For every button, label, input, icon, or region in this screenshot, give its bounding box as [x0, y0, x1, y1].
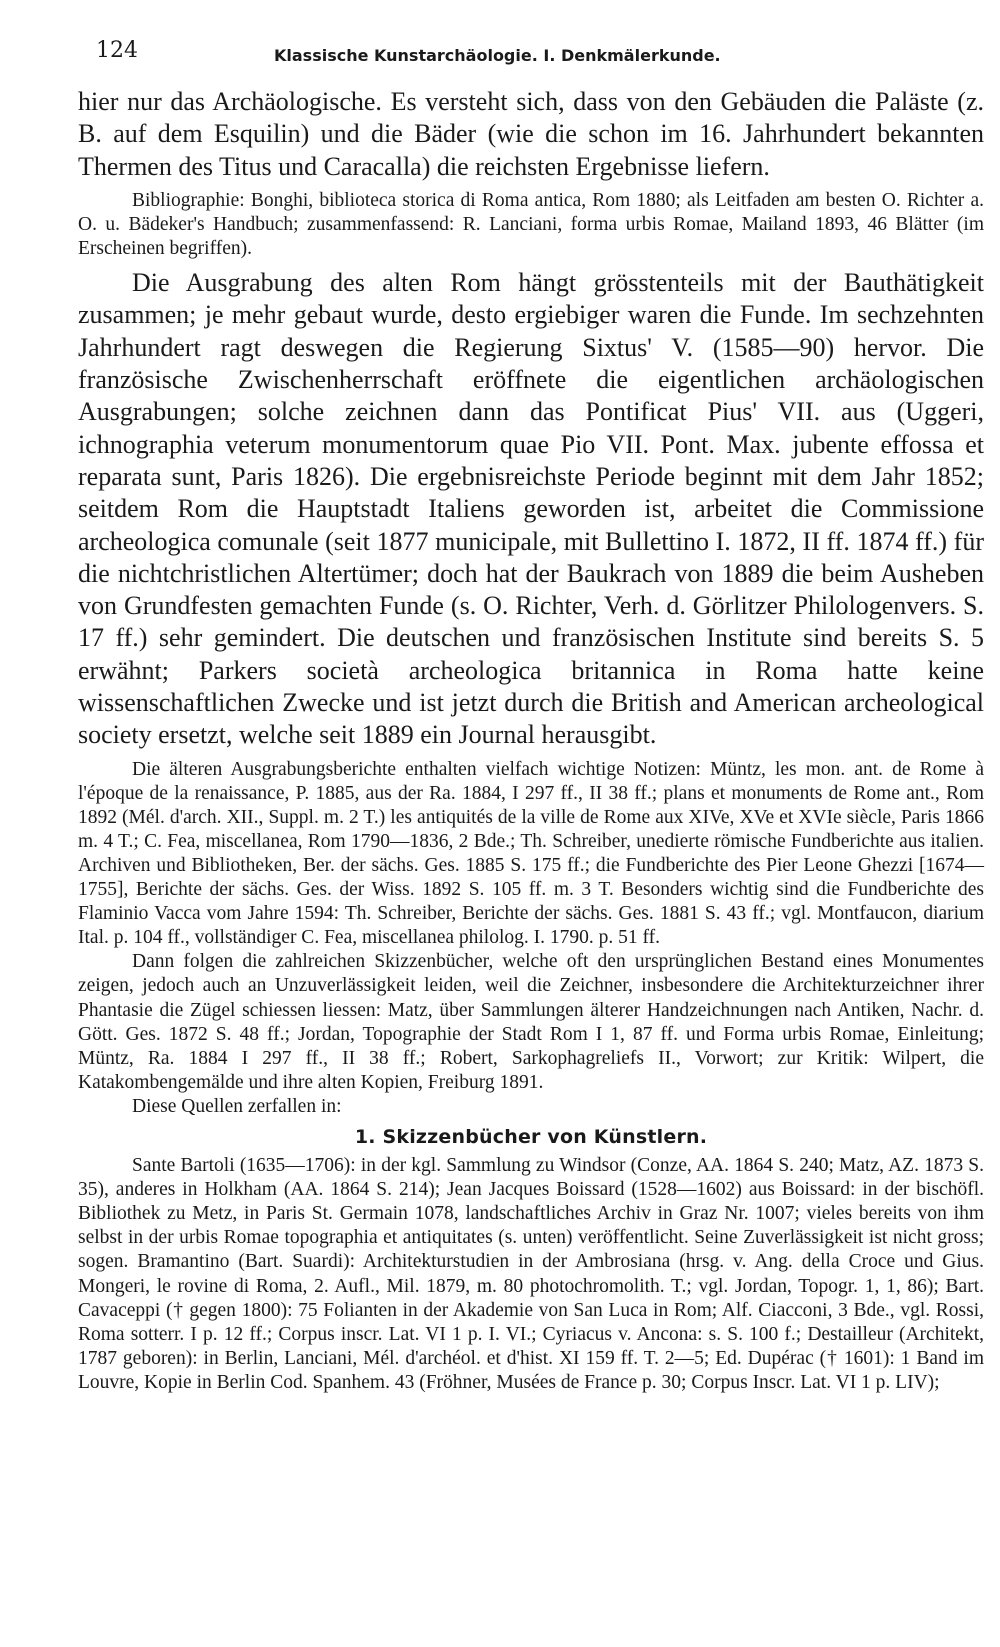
sketchbooks-note: Dann folgen die zahlreichen Skizzenbücher, welche oft den ursprünglichen Bestand eines Monumentes zeigen, jedoch auch an Unzuverlässigkeit leiden, weil die Zeichner, insbesondere die Architekturzeichner ihrer Phantasie die Zügel schiessen liessen: Matz, über Sammlungen älterer Handzeichnungen nach Antiken, Nachr. d. Gött. Ges. 1872 S. 48 ff.; Jordan, Topographie der Stadt Rom I 1, 87 ff. und Forma urbis Romae, Einleitung; Müntz, Ra. 1884 I 297 ff., II 38 ff.; Robert, Sarkophagreliefs II., Vorwort; zur Kritik: Wilpert, die Katakombengemälde und ihre alten Kopien, Freiburg 1891.	[78, 951, 984, 1093]
excavation-reports-note: Die älteren Ausgrabungsberichte enthalten vielfach wichtige Notizen: Müntz, les mon. ant. de Rome à l'époque de la renaissance, P. 1885, aus der Ra. 1884, I 297 ff., II 38 ff.; plans et monuments de Rome ant., Rom 1892 (Mél. d'arch. XII., Suppl. m. 2 T.) les antiquités de la ville de Rome aux XIVe, XVe et XVIe siècle, Paris 1866 m. 4 T.; C. Fea, miscellanea, Rom 1790—1836, 2 Bde.; Th. Schreiber, unedierte römische Fundberichte aus italien. Archiven und Bibliotheken, Ber. der sächs. Ges. 1885 S. 175 ff.; die Fundberichte des Pier Leone Ghezzi [1674—1755], Berichte der sächs. Ges. der Wiss. 1892 S. 105 ff. m. 3 T. Besonders wichtig sind die Fundberichte des Flaminio Vacca vom Jahre 1594: Th. Schreiber, Berichte der sächs. Ges. 1881 S. 43 ff.; vgl. Montfaucon, diarium Ital. p. 104 ff., vollständiger C. Fea, miscellanea philolog. I. 1790. p. 51 ff.	[78, 758, 984, 949]
paragraph-excavation-history: Die Ausgrabung des alten Rom hängt grösstenteils mit der Bauthätigkeit zusammen; je mehr gebaut wurde, desto ergiebiger waren die Funde. Im sechzehnten Jahrhundert ragt deswegen die Regierung Sixtus' V. (1585—90) hervor. Die französische Zwischenherrschaft eröffnete die eigentlichen archäologischen Ausgrabungen; solche zeichnen dann das Pontificat Pius' VII. aus (Uggeri, ichnographia veterum monumentorum quae Pio VII. Pont. Max. jubente effossa et reparata sunt, Paris 1826). Die ergebnisreichste Periode beginnt mit dem Jahr 1852; seitdem Rom die Hauptstadt Italiens geworden ist, arbeitet die Commissione archeologica comunale (seit 1877 municipale, mit Bullettino I. 1872, II ff. 1874 ff.) für die nichtchristlichen Altertümer; doch hat der Baukrach von 1889 die beim Ausheben von Grundfesten gemachten Funde (s. O. Richter, Verh. d. Görlitzer Philologenvers. S. 17 ff.) sehr gemindert. Die deutschen und französischen Institute sind bereits S. 5 erwähnt; Parkers società archeologica britannica in Roma hatte keine wissenschaftlichen Zwecke und ist jetzt durch die British and American archeological society ersetzt, welche seit 1889 ein Journal herausgibt.	[78, 268, 984, 750]
section-text: Sante Bartoli (1635—1706): in der kgl. Sammlung zu Windsor (Conze, AA. 1864 S. 240; Matz, AZ. 1873 S. 35), anderes in Holkham (AA. 1864 S. 214); Jean Jacques Boissard (1528—1602) aus Boissard: in der bischöfl. Bibliothek zu Metz, in Paris St. Germain 1078, landschaftliches Archiv in Graz Nr. 1007; vieles bereits von ihm selbst in der urbis Romae topographia et antiquitates (s. unten) veröffentlicht. Seine Zuverlässigkeit ist nicht gross; sogen. Bramantino (Bart. Suardi): Architekturstudien in der Ambrosiana (hrsg. v. Ang. della Croce und Gius. Mongeri, le rovine di Roma, 2. Aufl., Mil. 1879, m. 80 photochromolith. T.; vgl. Jordan, Topogr. 1, 1, 86); Bart. Cavaceppi († gegen 1800): 75 Folianten in der Akademie von San Luca in Rom; Alf. Ciacconi, 3 Bde., vgl. Rossi, Roma sotterr. I p. 12 ff.; Corpus inscr. Lat. VI 1 p. I. VI.; Cyriacus v. Ancona: s. S. 100 f.; Destailleur (Architekt, 1787 geboren): in Berlin, Lanciani, Mél. d'archéol. et d'hist. XI 159 ff. T. 2—5; Ed. Dupérac († 1601): 1 Band im Louvre, Kopie in Berlin Cod. Spanhem. 43 (Fröhner, Musées de France p. 30; Corpus Inscr. Lat. VI 1 p. LIV);	[78, 1155, 984, 1393]
section-heading: 1. Skizzenbücher von Künstlern.	[354, 1126, 708, 1149]
book-page	[78, 36, 984, 1626]
running-title: Klassische Kunstarchäologie. I. Denkmälerkunde.	[274, 46, 721, 65]
page-number: 124	[96, 38, 138, 63]
running-head	[78, 36, 984, 86]
bibliography-note: Bibliographie: Bonghi, biblioteca storica di Roma antica, Rom 1880; als Leitfaden am besten O. Richter a. O. u. Bädeker's Handbuch; zusammenfassend: R. Lanciani, forma urbis Romae, Mailand 1893, 46 Blätter (im Erscheinen begriffen).	[78, 189, 984, 260]
paragraph-intro: hier nur das Archäologische. Es versteht sich, dass von den Gebäuden die Paläste (z. B. auf dem Esquilin) und die Bäder (wie die schon im 16. Jahrhundert bekannten Thermen des Titus und Caracalla) die reichsten Ergebnisse liefern.	[78, 87, 984, 181]
sources-intro: Diese Quellen zerfallen in:	[132, 1095, 342, 1117]
